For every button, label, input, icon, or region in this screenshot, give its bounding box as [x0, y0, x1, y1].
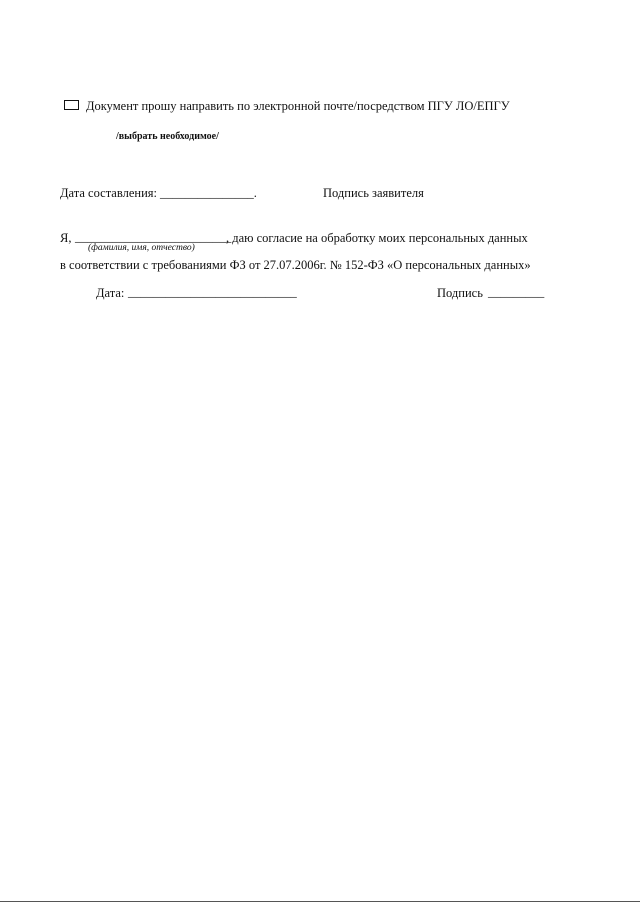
applicant-signature-label: Подпись заявителя [323, 186, 424, 200]
signature-label: Подпись [437, 286, 483, 300]
name-hint: (фамилия, имя, отчество) [88, 243, 195, 253]
law-line: в соответствии с требованиями ФЗ от 27.07.2006г. № 152-ФЗ «О персональных данных» [60, 258, 531, 272]
consent-date-label: Дата: [96, 286, 125, 300]
choose-hint: /выбрать необходимое/ [116, 131, 219, 142]
page-bottom-rule [0, 901, 640, 902]
delivery-text: Документ прошу направить по электронной почте/посредством ПГУ ЛО/ЕПГУ [86, 99, 510, 113]
date-label: Дата составления: [60, 186, 157, 200]
consent-prefix: Я, [60, 231, 72, 245]
name-blank[interactable]: _________________________ [75, 230, 232, 244]
date-blank[interactable]: _______________. [160, 186, 257, 200]
signature-blank[interactable]: _________ [488, 285, 545, 299]
consent-suffix: , даю согласие на обработку моих персональных данных [226, 231, 528, 245]
delivery-checkbox[interactable] [64, 100, 79, 110]
consent-date-blank[interactable]: ___________________________ [128, 285, 297, 299]
